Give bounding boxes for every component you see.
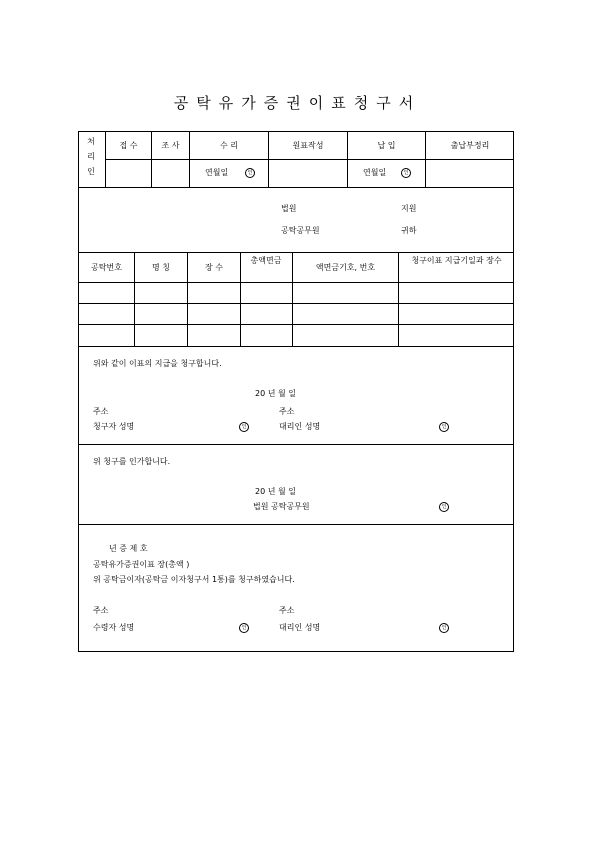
page-title: 공탁유가증권이표청구서 (173, 94, 422, 112)
claim-date: 20 년 월 일 (255, 389, 296, 398)
header-deposit-no: 공탁번호 (91, 263, 122, 272)
header-total-face: 총액면금 (250, 256, 282, 265)
seal-icon: 인 (439, 422, 449, 432)
claim-form (78, 131, 514, 652)
seal-icon: 인 (439, 502, 449, 512)
receipt-agent-address-label: 주소 (279, 606, 295, 615)
header-count: 장 수 (205, 263, 223, 272)
receipt-agent-name-label: 대리인 성명 (279, 623, 321, 632)
claimant-address-label: 주소 (93, 407, 109, 416)
date-label-1: 연월일 (205, 168, 229, 177)
col-cashbook: 출납부정리 (450, 141, 490, 150)
seal-icon: 인 (239, 623, 249, 633)
col-ledger-entry: 원표작성 (292, 141, 324, 150)
interest-claim-line: 위 공탁금이자(공탁금 이자청구서 1통)를 청구하였습니다. (93, 575, 295, 584)
recipient-name-label: 수령자 성명 (93, 623, 135, 632)
seal-icon: 인 (239, 422, 249, 432)
securities-line: 공탁유가증권이표 장(총액 ) (93, 560, 190, 569)
header-coupon-due: 청구이표 지급기일과 장수 (411, 256, 502, 265)
branch-label: 지원 (401, 204, 417, 213)
col-acceptance: 수 리 (220, 141, 238, 150)
approval-date: 20 년 월 일 (255, 487, 296, 496)
agent-address-label: 주소 (279, 407, 295, 416)
officer-label: 공탁공무원 (281, 226, 320, 235)
col-receipt: 접 수 (119, 141, 138, 150)
court-label: 법원 (281, 204, 297, 213)
seal-icon: 인 (401, 168, 411, 178)
seal-icon: 인 (245, 168, 255, 178)
handler-label: 처 리 인 (87, 137, 95, 176)
col-investigation: 조 사 (161, 141, 180, 150)
approval-officer: 법원 공탁공무원 (253, 502, 310, 511)
seal-icon: 인 (439, 623, 449, 633)
certificate-line: 년 증 제 호 (109, 544, 148, 553)
header-name: 명 칭 (152, 263, 170, 272)
agent-name-label: 대리인 성명 (279, 422, 321, 431)
addressee-label: 귀하 (401, 226, 417, 235)
recipient-address-label: 주소 (93, 606, 109, 615)
approval-statement: 위 청구를 인가합니다. (93, 457, 171, 466)
claimant-name-label: 청구자 성명 (93, 422, 135, 431)
claim-statement: 위와 같이 이표의 지급을 청구합니다. (93, 359, 222, 368)
date-label-2: 연월일 (363, 168, 387, 177)
col-payment: 납 입 (377, 141, 396, 150)
header-face-code: 액면금기호, 번호 (315, 263, 376, 272)
